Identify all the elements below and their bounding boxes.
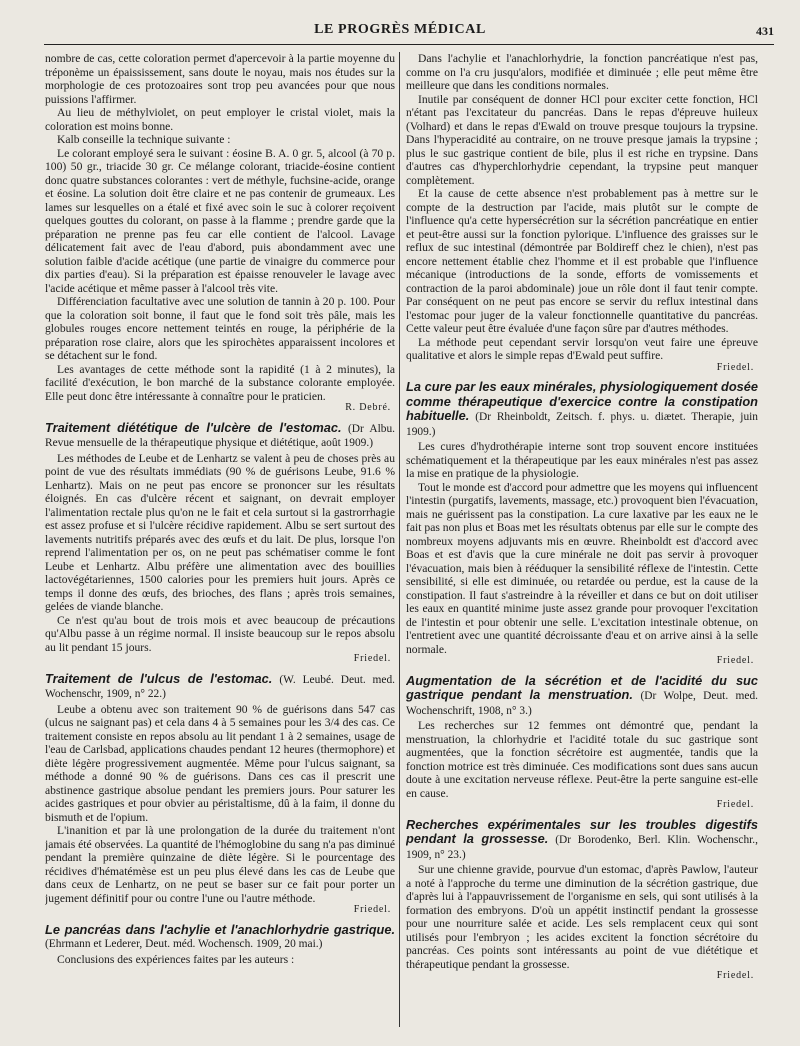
journal-title: LE PROGRÈS MÉDICAL bbox=[314, 22, 486, 37]
body-paragraph: Sur une chienne gravide, pourvue d'un estomac, d'après Pawlow, l'auteur a noté à l'approche du terme une diminution de la sécrétion gastrique, due d'après lui à l'appauvrissement de l'organisme en sels, qui sont utilisés à la formation des embryons. D'où un appétit instinctif pendant la grossesse pour une nourriture salée et acide. Les sels remplacent ceux qui sont utilisés pour l'embryon ; les acides excitent la fonction sécrétoire du pancréas. Ces points sont intéressants au point de vue diététique et thérapeutique pendant la grossesse. bbox=[406, 863, 758, 971]
page-number: 431 bbox=[756, 24, 774, 38]
article-heading bbox=[45, 672, 395, 702]
article-reference: (Dr Wolpe, Deut. med. Wochenschrift, 1908, n° 3.) bbox=[406, 690, 758, 717]
body-paragraph: Au lieu de méthylviolet, on peut employer le cristal violet, mais la coloration est moins bonne. bbox=[45, 106, 395, 133]
article-reference: (W. Leubé. Deut. med. Wochenschr, 1909, n° 22.) bbox=[45, 673, 395, 700]
body-paragraph: Différenciation facultative avec une solution de tannin à 20 p. 100. Pour que la coloration soit bonne, il faut que le fond soit très pâle, mais les globules rouges encore nettement teintés en rouge, la périphérie de la préparation rose claire, alors que les spirochètes apparaissent incolores et se détachent sur le fond. bbox=[45, 295, 395, 362]
body-paragraph: Les méthodes de Leube et de Lenhartz se valent à peu de choses près au point de vue des résultats immédiats (90 % de guérisons Leube, 91.6 % Lenhartz). Mais on ne peut pas encore se prononcer sur les résultats éloignés. En cas d'ulcère récent et saignant, on devrait employer l'alimentation rectale plus qu'on ne le fait et cela surtout si la gastrorrhagie est assez profuse et si l'ulcère récidive rapidement. Albu se sert surtout des lavements nutritifs préparés avec des œufs et du lait. De plus, lorsque l'on reprend l'alimentation per os, on ne peut pas schématiser comme le font Leube et Lenhartz. Albu préfère une alimentation avec des bouillies lactovégétariennes, 1500 calories pour les premiers huit jours. Après ce temps il donne des œufs, des brioches, des flans ; après trois semaines, gelées de viande blanche. bbox=[45, 451, 395, 613]
article-title: Recherches expérimentales sur les troubles digestifs pendant la grossesse. bbox=[406, 816, 758, 846]
article-heading bbox=[45, 923, 395, 952]
body-paragraph: Le colorant employé sera le suivant : éosine B. A. 0 gr. 5, alcool (à 70 p. 100) 50 gr., triacide 30 gr. Ce mélange colorant, triacide-éosine contient donc quatre substances colorantes : vert de méthyle, fuchsine-acide, orange et éosine. La solution doit être claire et ne pas contenir de grumeaux. Les lames sur lesquelles on a étalé et fixé avec soin le suc à colorer reçoivent quelques gouttes du colorant, on passe à la flamme ; prendre garde que la préparation ne prenne pas feu car elle contient de l'alcool. Lavage délicatement fait avec de l'eau d'abord, puis abondamment avec une solution faible d'acide acétique (une partie de vinaigre du commerce pour dix parties d'eau). Si la préparation est épaisse renouveler le lavage avec l'acide acétique et même passer à l'alcool très vite. bbox=[45, 146, 395, 295]
body-paragraph: Leube a obtenu avec son traitement 90 % de guérisons dans 547 cas (ulcus ne saignant pas) et cela dans 4 à 5 semaines pour les 3/4 des cas. Ce traitement consiste en repos absolu au lit pendant 1 à 2 semaines, usage de l'eau de Carlsbad, applications chaudes pendant 12 heures (thermophore) et diète légère progressivement augmentée. Même pour l'ulcus saignant, sa méthode a donné 90 % de guérisons. Dans ces cas il prescrit une abstinence gastrique absolue pendant les premiers jours. Pour saturer les acides gastriques et pour obvier au péristaltisme, dû à la faim, il donne du bismuth et de l'opium. bbox=[45, 702, 395, 824]
article-reference: (Dr Albu. Revue mensuelle de la thérapeutique physique et diététique, août 1909.) bbox=[45, 422, 395, 449]
body-paragraph: L'inanition et par là une prolongation de la durée du traitement n'ont jamais été observées. La quantité de l'hémoglobine du sang n'a pas diminué pendant la première quinzaine de diète légère. Si le pourcentage des récidives d'hématémèse est un peu plus élevé dans les cas de Leube que dans ceux de Lenhartz, on ne peut se baser sur ce fait pour porter un jugement définitif pour ou contre l'une ou l'autre méthode. bbox=[45, 824, 395, 905]
body-paragraph: Les cures d'hydrothérapie interne sont trop souvent encore instituées schématiquement et la thérapeutique par les eaux minérales n'est pas assez la mise en pratique de la physiologie. bbox=[406, 440, 758, 480]
article-title: Le pancréas dans l'achylie et l'anachlorhydrie gastrique. bbox=[45, 921, 395, 937]
article-heading bbox=[406, 818, 758, 863]
body-paragraph: Kalb conseille la technique suivante : bbox=[57, 133, 231, 146]
article-title: Traitement diététique de l'ulcère de l'estomac. bbox=[45, 419, 342, 435]
running-header bbox=[0, 22, 800, 46]
article-reference: (Ehrmann et Lederer, Deut. méd. Wochensch. 1909, 20 mai.) bbox=[45, 938, 323, 950]
author-signature: Friedel. bbox=[716, 799, 754, 810]
right-column bbox=[406, 52, 758, 1036]
body-paragraph: Dans l'achylie et l'anachlorhydrie, la fonction pancréatique n'est pas, comme on l'a cru jusqu'alors, modifiée et diminuée ; elle peut même être meilleure que dans les conditions normales. bbox=[406, 52, 758, 92]
header-rule bbox=[44, 44, 774, 45]
article-heading bbox=[45, 421, 395, 451]
body-paragraph: Inutile par conséquent de donner HCl pour exciter cette fonction, HCl n'étant pas l'excitateur du pancréas. Dans le repas d'épreuve huileux (Volhard) et dans le repas d'Ewald on trouve presque toujours la trypsine. Dans l'hyperacidité au contraire, on ne trouve presque jamais la trypsine ; plus le suc gastrique contient de bile, plus il est riche en trypsine. Dans d'autres cas d'hyperchlorhydrie cependant, la trypsine peut manquer complètement. bbox=[406, 92, 758, 187]
article-reference: (Dr Rheinboldt, Zeitsch. f. phys. u. diætet. Therapie, juin 1909.) bbox=[406, 411, 758, 438]
author-signature: R. Debré. bbox=[345, 402, 391, 413]
body-paragraph: La méthode peut cependant servir lorsqu'on veut faire une épreuve qualitative et alors le simple repas d'Ewald peut suffire. bbox=[406, 335, 758, 362]
author-signature: Friedel. bbox=[353, 904, 391, 915]
article-title: Traitement de l'ulcus de l'estomac. bbox=[45, 670, 273, 686]
column-divider bbox=[399, 52, 400, 1027]
body-paragraph: Les recherches sur 12 femmes ont démontré que, pendant la menstruation, la chlorhydrie et l'acidité totale du suc gastrique sont augmentées, que la fonction sécrétoire est augmentée, tandis que la fonction motrice est très diminuée. Ces modifications sont dues sans aucun doute à une excitation nerveuse réflexe. Peut-être la perte sanguine est-elle en cause. bbox=[406, 719, 758, 800]
article-heading bbox=[406, 674, 758, 719]
body-paragraph: Tout le monde est d'accord pour admettre que les moyens qui influencent l'intestin (purgatifs, lavements, massage, etc.) provoquent bien l'évacuation, mais ne guérissent pas la constipation. La cure laxative par les eaux ne le fait pas non plus et Boas met les résultats obtenus par elle sur le compte des nombreux moyens adjuvants mis en œuvre. Rheinboldt est d'accord avec Boas et est d'avis que la cure minérale ne doit pas servir à provoquer l'évacuation, mais bien à rééduquer la sensibilité réflexe de l'intestin. Cette sensibilité, si elle est diminuée, ou retardée ou perdue, est la cause de la constipation. Il faut s'astreindre à la réveiller et dans ce but on doit utiliser les eaux en quantité minime juste assez grande pour provoquer l'excitation de l'intestin et pour obtenir une selle. L'excitation intestinale obtenue, on l'entretient avec une quantité décroissante d'eau et on arrive ainsi à la selle normale. bbox=[406, 480, 758, 656]
article-title: Augmentation de la sécrétion et de l'acidité du suc gastrique pendant la menstruation. bbox=[406, 672, 758, 702]
author-signature: Friedel. bbox=[716, 970, 754, 981]
article-heading bbox=[406, 380, 758, 439]
body-paragraph: Les avantages de cette méthode sont la rapidité (1 à 2 minutes), la facilité d'exécution, le bon marché de la substance colorante employée. Elle peut donc être intéressante à connaître pour le praticien. bbox=[45, 362, 395, 403]
author-signature: Friedel. bbox=[353, 653, 391, 664]
body-paragraph: Conclusions des expériences faites par les auteurs : bbox=[57, 952, 295, 966]
body-paragraph: Ce n'est qu'au bout de trois mois et avec beaucoup de précautions qu'Albu passe à un régime normal. Il insiste beaucoup sur le repos absolu au lit pendant 15 jours. bbox=[45, 613, 395, 654]
author-signature: Friedel. bbox=[716, 361, 754, 373]
left-column bbox=[45, 52, 395, 1036]
article-reference: (Dr Borodenko, Berl. Klin. Wochenschr., 1909, n° 23.) bbox=[406, 834, 758, 861]
author-signature: Friedel. bbox=[716, 655, 754, 666]
body-paragraph: Et la cause de cette absence n'est probablement pas à mettre sur le compte de la destruction par l'acide, mais plutôt sur le compte de l'influence qu'a cette hypersécrétion sur la sécrétion pancréatique en entier et peut-être aussi sur la fonction pylorique. L'influence des graisses sur le reflux de suc intestinal (démontrée par Boldireff chez le chien), n'est pas encore nettement établie chez l'homme et il est probable que l'influence mécanique (introductions de la sonde, efforts de vomissements et contraction de la paroi abdominale) joue un rôle dont il faut tenir compte. Par conséquent on ne peut pas encore se servir du reflux intestinal dans l'estomac pour juger de la valeur fonctionnelle quantitative du pancréas. Cette valeur peut être évaluée d'une façon sûre par d'autres méthodes. bbox=[406, 187, 758, 335]
article-title: La cure par les eaux minérales, physiologiquement dosée comme thérapeutique d'exercice contre la constipation habituelle. bbox=[406, 379, 758, 423]
body-paragraph: nombre de cas, cette coloration permet d'apercevoir à la partie moyenne du tréponème un épaississement, sans doute le noyau, mais nos études sur la morphologie de ces protozoaires sont trop peu avancées pour que nous puissions l'affirmer. bbox=[45, 52, 395, 106]
